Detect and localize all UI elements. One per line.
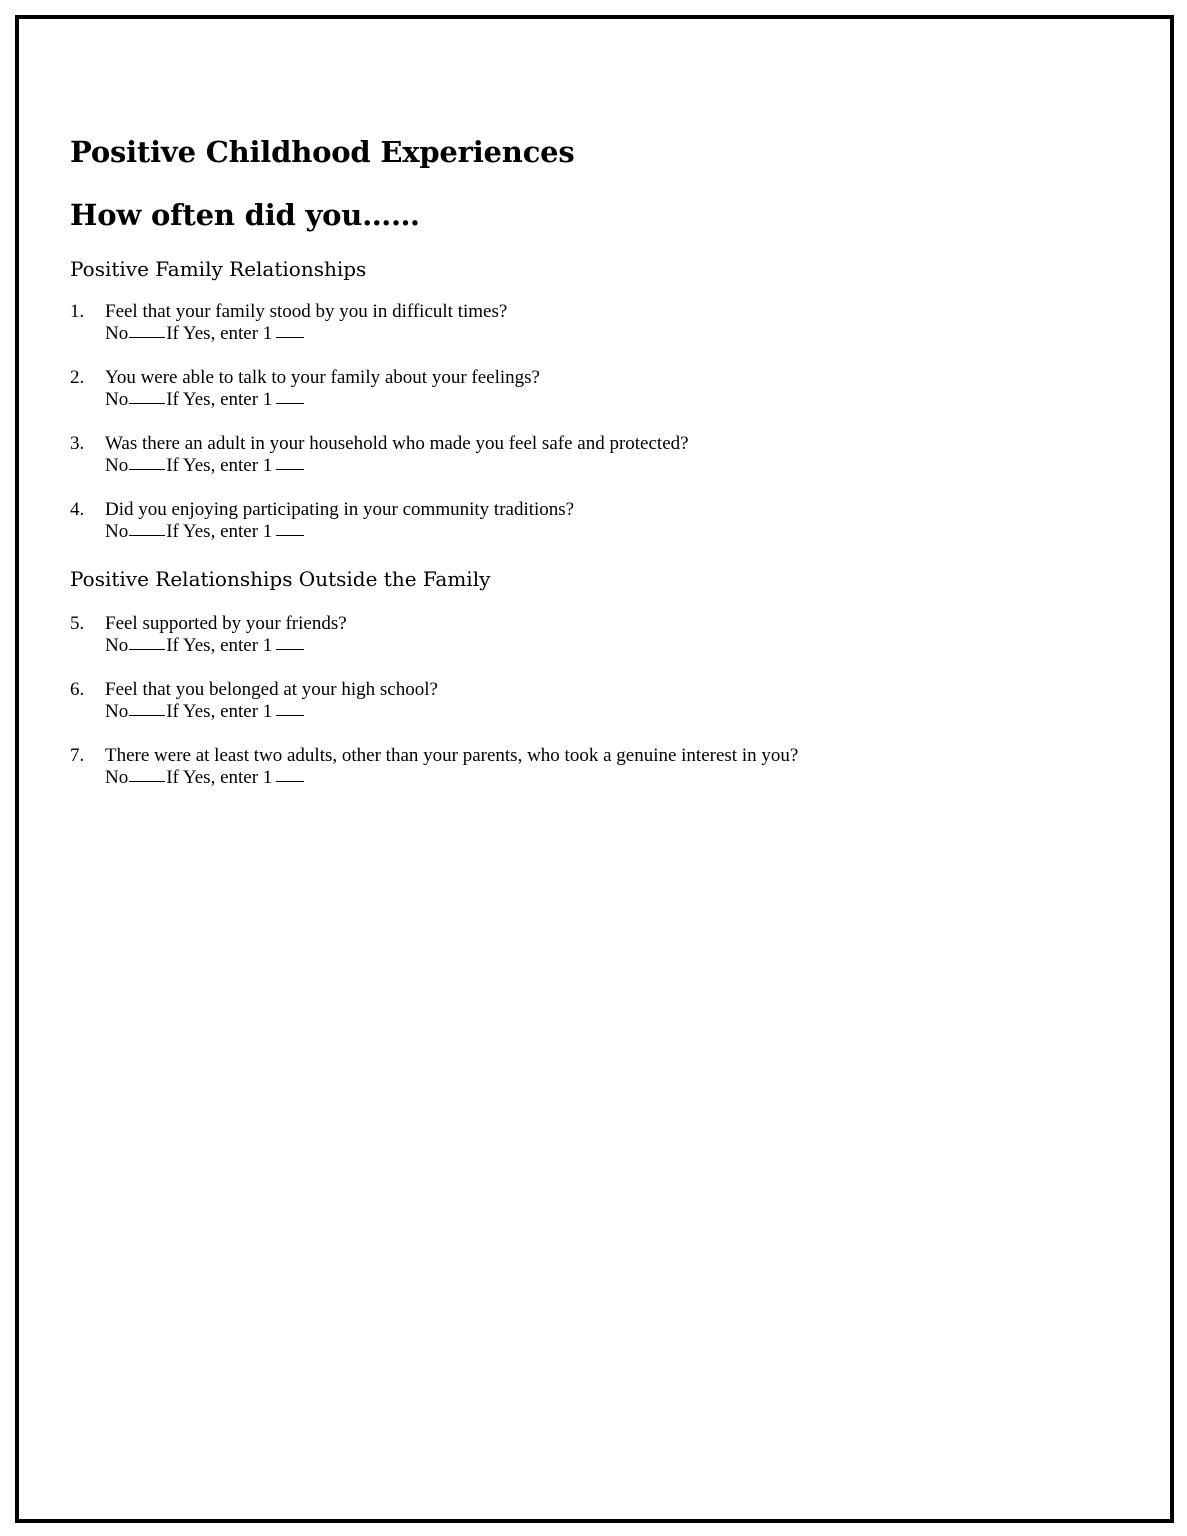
yes-answer-blank[interactable] [276,780,304,782]
question-item-5 [70,613,1130,657]
no-label: No [105,767,129,788]
question-list [70,613,1130,789]
section-heading: Positive Relationships Outside the Family [70,567,491,591]
question-item-2 [70,367,1130,411]
question-body [105,613,1130,657]
no-label: No [105,455,129,476]
question-item-4 [70,499,1130,543]
question-list [70,301,1130,543]
document-content [70,132,1130,811]
no-answer-blank[interactable] [129,534,165,536]
no-label: No [105,701,129,722]
question-body [105,367,1130,411]
yes-answer-blank[interactable] [276,534,304,536]
no-answer-blank[interactable] [129,780,165,782]
question-body [105,433,1130,477]
question-number: 2. [70,367,85,388]
question-item-3 [70,433,1130,477]
yes-label: If Yes, enter 1 [166,701,273,722]
section-heading: Positive Family Relationships [70,257,367,281]
answer-line [105,323,1130,345]
question-text: Feel supported by your friends? [105,613,347,634]
no-answer-blank[interactable] [129,468,165,470]
question-number: 5. [70,613,85,634]
section-outside-family [70,565,1130,789]
question-number: 1. [70,301,85,322]
question-body [105,499,1130,543]
question-text: You were able to talk to your family about your feelings? [105,367,540,388]
document-title: Positive Childhood Experiences [70,135,575,169]
document-subtitle: How often did you…… [70,198,420,232]
yes-label: If Yes, enter 1 [166,389,273,410]
yes-label: If Yes, enter 1 [166,323,273,344]
no-answer-blank[interactable] [129,402,165,404]
question-number: 4. [70,499,85,520]
question-number: 3. [70,433,85,454]
no-answer-blank[interactable] [129,714,165,716]
answer-line [105,455,1130,477]
question-text: Was there an adult in your household who made you feel safe and protected? [105,433,689,454]
answer-line [105,767,1130,789]
section-family [70,255,1130,543]
yes-label: If Yes, enter 1 [166,521,273,542]
answer-line [105,635,1130,657]
answer-line [105,521,1130,543]
question-item-6 [70,679,1130,723]
yes-label: If Yes, enter 1 [166,767,273,788]
no-answer-blank[interactable] [129,336,165,338]
question-number: 6. [70,679,85,700]
question-text: Feel that you belonged at your high school? [105,679,438,700]
yes-answer-blank[interactable] [276,714,304,716]
no-label: No [105,635,129,656]
yes-answer-blank[interactable] [276,336,304,338]
no-answer-blank[interactable] [129,648,165,650]
yes-answer-blank[interactable] [276,402,304,404]
question-item-7 [70,745,1130,789]
question-text: Did you enjoying participating in your community traditions? [105,499,575,520]
question-item-1 [70,301,1130,345]
question-body [105,679,1130,723]
question-body [105,745,1130,789]
answer-line [105,389,1130,411]
question-text: Feel that your family stood by you in difficult times? [105,301,508,322]
yes-label: If Yes, enter 1 [166,455,273,476]
question-text: There were at least two adults, other than your parents, who took a genuine interest in you? [105,745,799,766]
no-label: No [105,389,129,410]
no-label: No [105,323,129,344]
yes-answer-blank[interactable] [276,648,304,650]
no-label: No [105,521,129,542]
question-body [105,301,1130,345]
question-number: 7. [70,745,85,766]
yes-answer-blank[interactable] [276,468,304,470]
yes-label: If Yes, enter 1 [166,635,273,656]
answer-line [105,701,1130,723]
